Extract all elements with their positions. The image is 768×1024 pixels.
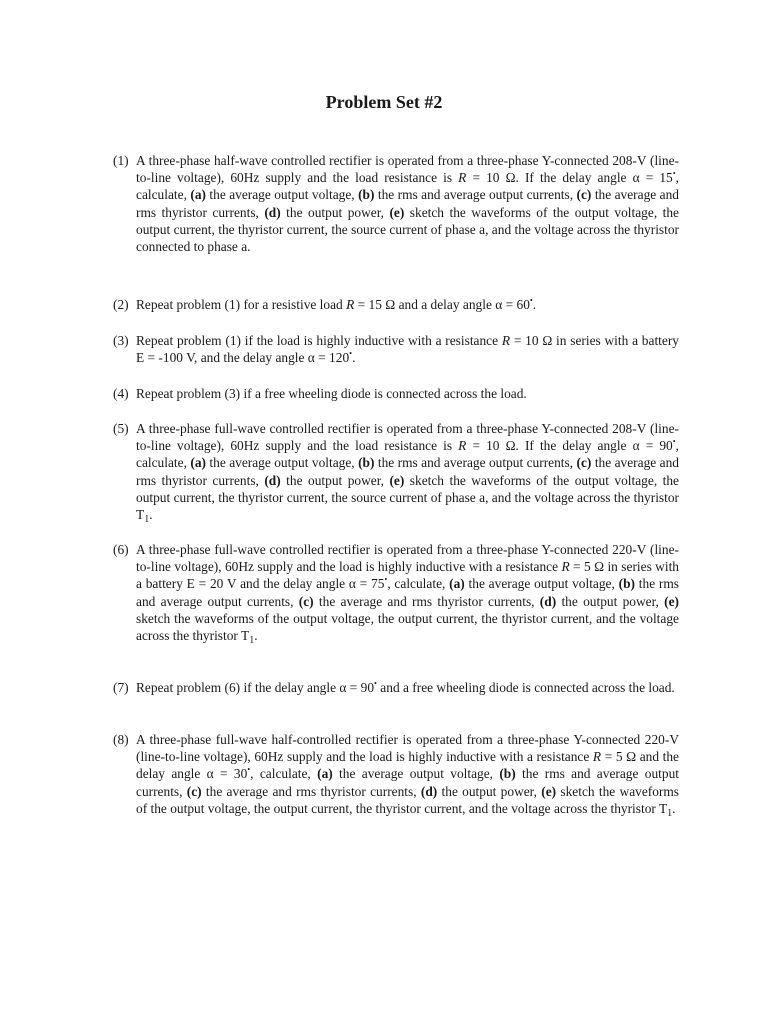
text-run: the rms and average output currents, — [136, 766, 679, 799]
part-label: (b) — [618, 576, 635, 592]
problem-number: (8) — [113, 732, 129, 747]
problem-text — [136, 153, 679, 254]
variable-r: R — [592, 749, 602, 765]
text-run: A three-phase full-wave controlled rectifier is operated from a three-phase Y-connected 220-V (line-to-line voltage), 60Hz supply and the load is highly inductive with a resistance — [136, 542, 679, 575]
subscript: 1 — [144, 514, 150, 526]
text-run: Repeat problem (1) for a resistive load — [136, 297, 347, 312]
problem-text — [136, 297, 536, 312]
problem-5 — [113, 420, 679, 526]
text-run: . — [254, 628, 258, 644]
text-run: sketch the waveforms of the output voltage, the output current, the thyristor current, the source current of phase a, and the voltage across the thyristor connected to phase a. — [136, 204, 679, 255]
text-run: the average output voltage, — [332, 766, 500, 782]
variable-r: R — [346, 297, 355, 312]
text-run: the rms and average output currents, — [136, 576, 679, 609]
text-run: , calculate, — [136, 170, 679, 203]
degree-mark: • — [672, 436, 676, 446]
text-run: the average and rms thyristor currents, — [313, 593, 540, 609]
problem-4 — [113, 385, 679, 402]
text-run: the rms and average output currents, — [374, 455, 577, 471]
problem-7 — [113, 679, 679, 696]
variable-r: R — [458, 170, 467, 186]
text-run: and a free wheeling diode is connected across the load. — [376, 680, 675, 695]
text-run: the average output voltage, — [205, 455, 359, 471]
variable-r: R — [561, 559, 570, 575]
text-run: = 5 Ω in series with a battery E = 20 V and the delay angle α = 75 — [136, 559, 679, 592]
problem-number: (3) — [113, 333, 129, 348]
text-run: = 15 Ω and a delay angle α = 60 — [354, 297, 530, 312]
variable-r: R — [501, 333, 511, 348]
problem-number: (6) — [113, 542, 129, 557]
problem-text — [136, 732, 680, 819]
page-title: Problem Set #2 — [325, 92, 443, 112]
part-label: (d) — [264, 472, 281, 488]
text-run: = 10 Ω. If the delay angle α = 15 — [466, 170, 673, 186]
text-run: the average output voltage, — [205, 187, 359, 203]
problem-number: (1) — [113, 153, 129, 168]
part-label: (e) — [664, 593, 679, 609]
text-run: the average and rms thyristor currents, — [201, 783, 421, 799]
degree-mark: • — [672, 168, 676, 178]
degree-mark: • — [349, 348, 353, 358]
text-run: the output power, — [280, 472, 390, 488]
text-run: the average and rms thyristor currents, — [136, 187, 679, 220]
variable-r: R — [458, 438, 467, 454]
text-run: sketch the waveforms of the output voltage, the output current, the thyristor current, the source current of phase a, and the voltage across the thyristor T — [136, 472, 679, 523]
part-label: (a) — [190, 455, 206, 471]
part-label: (d) — [420, 783, 438, 799]
text-run: = 5 Ω and the delay angle α = 30 — [136, 749, 679, 782]
degree-mark: • — [247, 765, 251, 775]
text-run: sketch the waveforms of the output voltage, the output current, the thyristor current, and the voltage across the thyristor T — [136, 783, 680, 816]
text-run: , calculate, — [250, 766, 318, 782]
degree-mark: • — [374, 678, 377, 688]
part-label: (a) — [317, 766, 333, 782]
problem-text — [136, 680, 675, 695]
text-run: the output power, — [556, 593, 665, 609]
text-run: , calculate, — [387, 576, 450, 592]
text-run: the average output voltage, — [464, 576, 619, 592]
text-run: . — [532, 297, 537, 312]
text-run: the rms and average output currents, — [374, 187, 577, 203]
part-label: (e) — [389, 472, 405, 488]
problem-number: (2) — [113, 297, 129, 312]
text-run: A three-phase half-wave controlled rectifier is operated from a three-phase Y-connected 208-V (line-to-line voltage), 60Hz supply and the load resistance is — [136, 153, 679, 186]
degree-mark: • — [384, 575, 388, 585]
problem-text — [136, 333, 679, 365]
degree-mark: • — [529, 295, 533, 305]
problem-number: (4) — [113, 386, 129, 401]
problem-text — [136, 542, 679, 647]
text-run: sketch the waveforms of the output voltage, the output current, the thyristor current, and the voltage across the thyristor T — [136, 610, 679, 644]
part-label: (c) — [298, 593, 314, 609]
text-run: . — [352, 350, 356, 366]
problem-6 — [113, 541, 679, 647]
part-label: (d) — [264, 204, 281, 220]
text-run: A three-phase full-wave controlled rectifier is operated from a three-phase Y-connected 208-V (line-to-line voltage), 60Hz supply and the load resistance is — [136, 421, 679, 454]
subscript: 1 — [249, 635, 255, 647]
part-label: (c) — [576, 187, 592, 203]
text-run: the output power, — [280, 204, 390, 220]
text-run: Repeat problem (6) if the delay angle α = 90 — [136, 680, 375, 695]
problem-text — [136, 421, 679, 526]
part-label: (b) — [499, 766, 516, 782]
subscript: 1 — [667, 807, 673, 819]
problem-text — [136, 386, 527, 401]
text-run: . — [149, 507, 153, 523]
problem-number: (5) — [113, 421, 129, 436]
problem-2 — [113, 296, 679, 313]
problem-3 — [113, 332, 679, 366]
part-label: (c) — [576, 455, 592, 471]
part-label: (a) — [449, 576, 465, 592]
part-label: (d) — [539, 593, 557, 609]
part-label: (b) — [358, 455, 375, 471]
text-run: = 10 Ω in series with a battery E = -100 V, and the delay angle α = 120 — [136, 333, 679, 366]
part-label: (e) — [389, 204, 405, 220]
text-run: = 10 Ω. If the delay angle α = 90 — [466, 438, 673, 454]
problem-number: (7) — [113, 680, 129, 695]
text-run: the output power, — [437, 783, 542, 799]
part-label: (e) — [541, 783, 557, 799]
part-label: (b) — [358, 187, 375, 203]
text-run: Repeat problem (1) if the load is highly inductive with a resistance — [136, 333, 502, 348]
text-run: the average and rms thyristor currents, — [136, 455, 679, 488]
part-label: (a) — [190, 187, 206, 203]
part-label: (c) — [186, 783, 202, 799]
problem-1 — [113, 152, 679, 255]
text-run: Repeat problem (3) if a free wheeling diode is connected across the load. — [136, 386, 527, 401]
text-run: A three-phase full-wave half-controlled rectifier is operated from a three-phase Y-connected 220-V (line-to-line voltage), 60Hz supply and the load is highly inductive with a resistance — [136, 732, 679, 765]
text-run: . — [672, 800, 676, 816]
problem-8 — [113, 731, 679, 817]
text-run: , calculate, — [136, 438, 679, 471]
